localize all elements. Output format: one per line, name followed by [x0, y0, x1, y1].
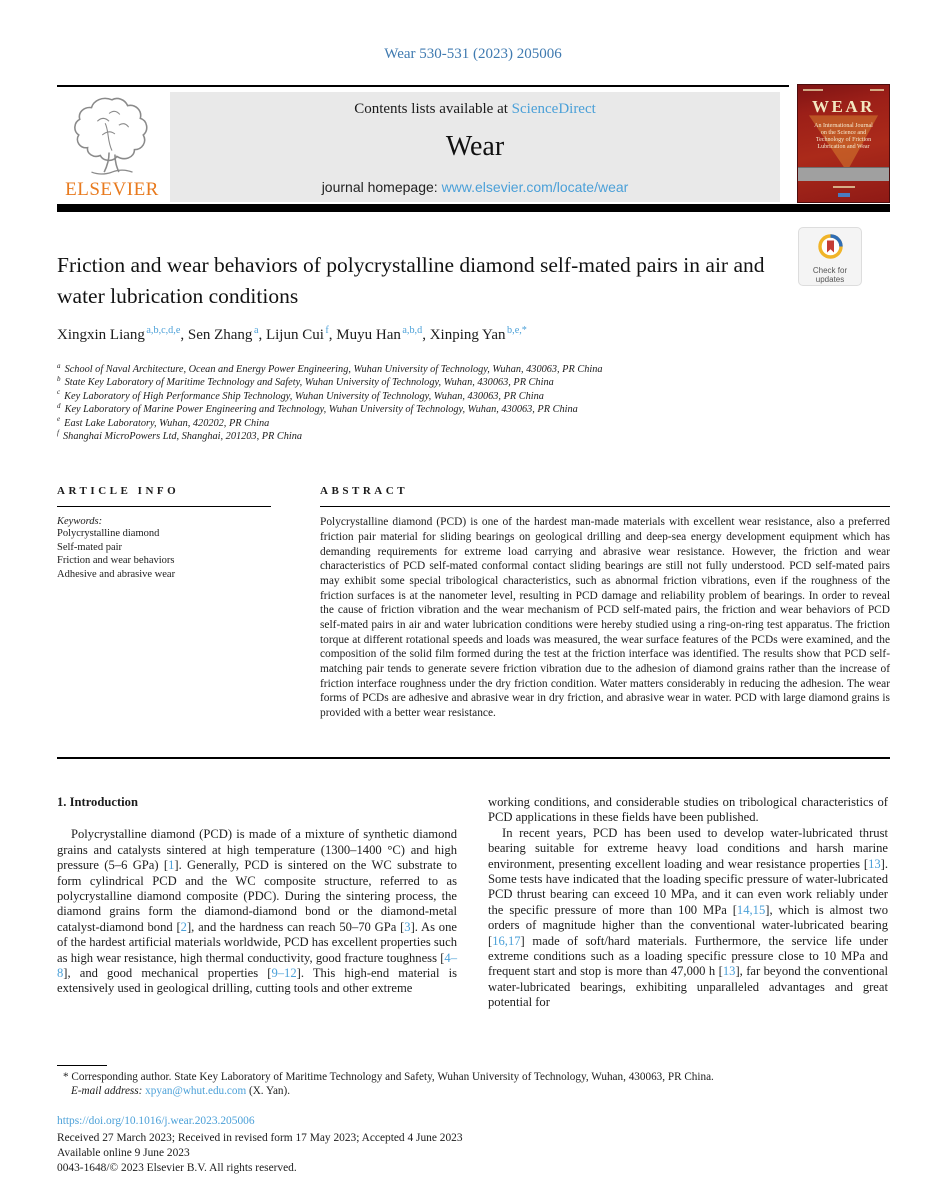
cover-title: WEAR [812, 97, 875, 116]
inline-link[interactable]: xpyan@whut.edu.com [145, 1084, 247, 1097]
check-updates-icon [817, 247, 844, 264]
abstract-rule [320, 506, 890, 507]
abstract-column [320, 485, 890, 721]
inline-link[interactable]: a,b,c,d,e [146, 325, 181, 336]
inline-link[interactable]: b,e,* [507, 325, 527, 336]
check-for-updates-badge[interactable] [798, 227, 862, 286]
text-segment: Xingxin Liang [57, 327, 145, 343]
text-segment: , Muyu Han [328, 327, 401, 343]
journal-name: Wear [445, 131, 505, 162]
text-segment: ] made of soft/hard materials. Furthermore, the service life under extreme conditions such as a loading specific pressure close to 10 MPa and frequent start and stop is more than 47,000 h [ [488, 933, 888, 979]
cover-top-text-left [803, 89, 823, 91]
affiliation-line [57, 363, 857, 376]
keyword-item: Adhesive and abrasive wear [57, 568, 176, 580]
available-online-line: Available online 9 June 2023 [57, 1147, 190, 1159]
body-column-right [488, 795, 888, 1011]
keyword-item: Polycrystalline diamond [57, 528, 160, 540]
footnote-block [57, 1071, 890, 1099]
elsevier-logo[interactable] [57, 92, 167, 202]
abstract-bottom-rule [57, 757, 890, 759]
homepage-line [170, 179, 780, 195]
text-segment: Shanghai MicroPowers Ltd, Shanghai, 201203, PR China [60, 431, 303, 443]
keyword-item: Friction and wear behaviors [57, 555, 175, 567]
abstract-text: Polycrystalline diamond (PCD) is one of the hardest man-made materials with excellent wear resistance, also a preferred friction pair material for sliding bearings on geological drilling and deep-sea energy development equipment which has demanding requirements for extreme load carrying and abrasive wear resistance. However, the friction and wear characteristics of PCD self-mated conformal contact sliding bearings are still not fully understood. PCD self-mated pairs may exhibit some special tribological characteristics, such as abnormal friction vibrations, even if the roughness of the friction surfaces is at the nanometer level, resulting in PCD damage and reliability problem of bearings. In order to reveal the cause of friction vibration and the wear mechanism of PCD self-mated pairs, the friction and wear behaviors of PCD self-mated pairs in air and water lubrication conditions were hereby studied using a ring-on-ring test apparatus. The friction torque at different rotational speeds and loads was measured, the wear surface features of the PCDs were examined, and the composition of the solid film formed during the test at the friction interface was identified. The results show that PCD self-matching pair tends to generate severe friction vibration due to the adhesion of diamond grains rather than the increase of friction interface roughness under the dry friction condition. Water matters considerably in reducing the adhesion. The wear forms of PCDs are adhesive and abrasive wear in dry friction, and abrasive wear in water. PCD with large diamond grains is provided with a better wear resistance. [320, 516, 890, 719]
authors-line [57, 327, 837, 344]
text-segment: , Lijun Cui [258, 327, 324, 343]
email-line [57, 1085, 890, 1099]
text-segment: c [57, 388, 61, 397]
article-info-column [57, 485, 271, 581]
cover-subtitle: An International Journal on the Science and Technology of Friction Lubrication and Wear [814, 123, 873, 150]
text-segment: E-mail address: [71, 1084, 143, 1097]
text-segment: ]. This high-end material is extensively used in geological drilling, cutting tools and other extreme [57, 966, 458, 996]
text-segment: ]. As one of the hardest artificial materials worldwide, PCD has excellent properties such as high wear resistance, high thermal conductivity, good fracture toughness [ [57, 919, 457, 965]
doi-link[interactable]: https://doi.org/10.1016/j.wear.2023.205006 [57, 1115, 255, 1127]
text-segment: ], and the hardness can reach 50–70 GPa [ [186, 919, 405, 934]
text-segment: working conditions, and considerable studies on tribological characteristics of PCD applications in these fields have been published. [488, 795, 888, 825]
inline-link[interactable]: 2 [180, 919, 187, 934]
inline-link[interactable]: 9–12 [271, 966, 297, 981]
footnote-rule [57, 1065, 107, 1066]
text-segment: f [57, 428, 59, 437]
cover-top-text-right [870, 89, 884, 91]
received-dates-line: Received 27 March 2023; Received in revised form 17 May 2023; Accepted 4 June 2023 [57, 1132, 463, 1144]
text-segment: (X. Yan). [246, 1084, 291, 1097]
copyright-line: 0043-1648/© 2023 Elsevier B.V. All rights reserved. [57, 1162, 297, 1174]
inline-link[interactable]: 3 [404, 919, 411, 934]
affiliation-line [57, 430, 857, 443]
corresponding-author-note [57, 1071, 890, 1085]
elsevier-wordmark: ELSEVIER [65, 179, 159, 200]
article-info-heading: ARTICLE INFO [57, 485, 180, 497]
inline-link[interactable]: 1 [168, 858, 175, 873]
affiliations-list [57, 363, 857, 443]
body-column-left [57, 795, 457, 997]
text-segment: e [57, 415, 61, 424]
text-segment: d [57, 401, 61, 410]
text-segment: In recent years, PCD has been used to develop water-lubricated thrust bearing suitable for extreme heavy load conditions and harsh marine environment, presenting excellent loading and wear resistance properties [ [488, 825, 888, 871]
homepage-link[interactable]: www.elsevier.com/locate/wear [441, 179, 629, 195]
inline-link[interactable]: 4–8 [57, 950, 457, 981]
text-segment: Polycrystalline diamond (PCD) is made of a mixture of synthetic diamond grains and catalysts sintered at high temperature (1300–1400 °C) and high pressure (5–6 GPa) [ [57, 827, 457, 873]
contents-prefix: Contents lists available at [354, 101, 512, 117]
inline-link[interactable]: a [253, 325, 259, 336]
sciencedirect-link[interactable]: ScienceDirect [511, 101, 596, 117]
inline-link[interactable]: 14,15 [736, 902, 766, 917]
inline-link[interactable]: 16,17 [492, 933, 521, 948]
text-segment: b [57, 374, 61, 383]
intro-paragraph [57, 827, 457, 996]
text-segment: Key Laboratory of Marine Power Engineering and Technology, Wuhan University of Technology, Wuhan, 430063, PR China [62, 404, 578, 416]
contents-line [170, 101, 780, 118]
affiliation-line [57, 403, 857, 416]
text-segment: ]. Some tests have indicated that the loading specific pressure of water-lubricated PCD thrust bearing can exceed 10 MPa, and it can even work reliably under the specific pressure of more than 100 MPa [ [488, 856, 888, 917]
article-info-rule [57, 506, 271, 507]
journal-citation-link[interactable]: Wear 530-531 (2023) 205006 [384, 46, 562, 62]
text-segment: ], which is almost two orders of magnitude higher than the conventional water-lubricated bearing [ [488, 902, 888, 948]
cover-gray-band [798, 167, 889, 181]
body-paragraph [488, 826, 888, 1011]
affiliation-line [57, 376, 857, 389]
body-paragraph [488, 795, 888, 826]
text-segment: Key Laboratory of High Performance Ship Technology, Wuhan University of Technology, Wuhan, 430063, PR China [61, 390, 544, 402]
keywords-label: Keywords: [57, 516, 103, 528]
journal-header-box [170, 92, 780, 202]
affiliation-line [57, 417, 857, 430]
text-segment: , Xinping Yan [422, 327, 506, 343]
inline-link[interactable]: 13 [868, 856, 881, 871]
article-title: Friction and wear behaviors of polycrystalline diamond self-mated pairs in air and water lubrication conditions [57, 253, 765, 308]
masthead-bottom-bar [57, 204, 890, 212]
elsevier-tree-icon [70, 163, 154, 180]
text-segment: ], far beyond the conventional water-lubricated bearings, exhibiting unparalleled advantages and great potential for [488, 964, 889, 1010]
text-segment: , Sen Zhang [180, 327, 253, 343]
check-updates-label: Check for updates [812, 266, 848, 284]
inline-link[interactable]: f [325, 325, 329, 336]
keyword-item: Self-mated pair [57, 541, 123, 553]
affiliation-line [57, 390, 857, 403]
text-segment: * Corresponding author. State Key Laboratory of Maritime Technology and Safety, Wuhan University of Technology, Wuhan, 430063, PR China. [63, 1071, 714, 1083]
text-segment: ]. Generally, PCD is sintered on the WC substrate to form cylindrical PCD and the WC composite structure, referred to as polycrystalline diamond composite (PDC). During the sintering process, the diamond grains form the diamond-diamond bond or the diamond-metal catalyst-diamond bond [ [57, 858, 457, 934]
inline-link[interactable]: a,b,d [402, 325, 423, 336]
abstract-heading: ABSTRACT [320, 485, 409, 497]
masthead-top-rule [57, 85, 789, 87]
text-segment: East Lake Laboratory, Wuhan, 420202, PR China [61, 417, 270, 429]
homepage-prefix: journal homepage: [321, 179, 442, 195]
cover-bottom-text [833, 186, 855, 188]
text-segment: ], and good mechanical properties [ [63, 966, 272, 981]
text-segment: a [57, 361, 61, 370]
journal-cover[interactable] [797, 84, 890, 203]
introduction-heading: 1. Introduction [57, 795, 138, 809]
text-segment: School of Naval Architecture, Ocean and Energy Power Engineering, Wuhan University of Technology, Wuhan, 430063, PR China [62, 364, 603, 375]
inline-link[interactable]: 13 [722, 964, 736, 979]
cover-publisher-chip [838, 193, 850, 197]
text-segment: State Key Laboratory of Maritime Technology and Safety, Wuhan University of Technology, Wuhan, 430063, PR China [62, 377, 554, 389]
